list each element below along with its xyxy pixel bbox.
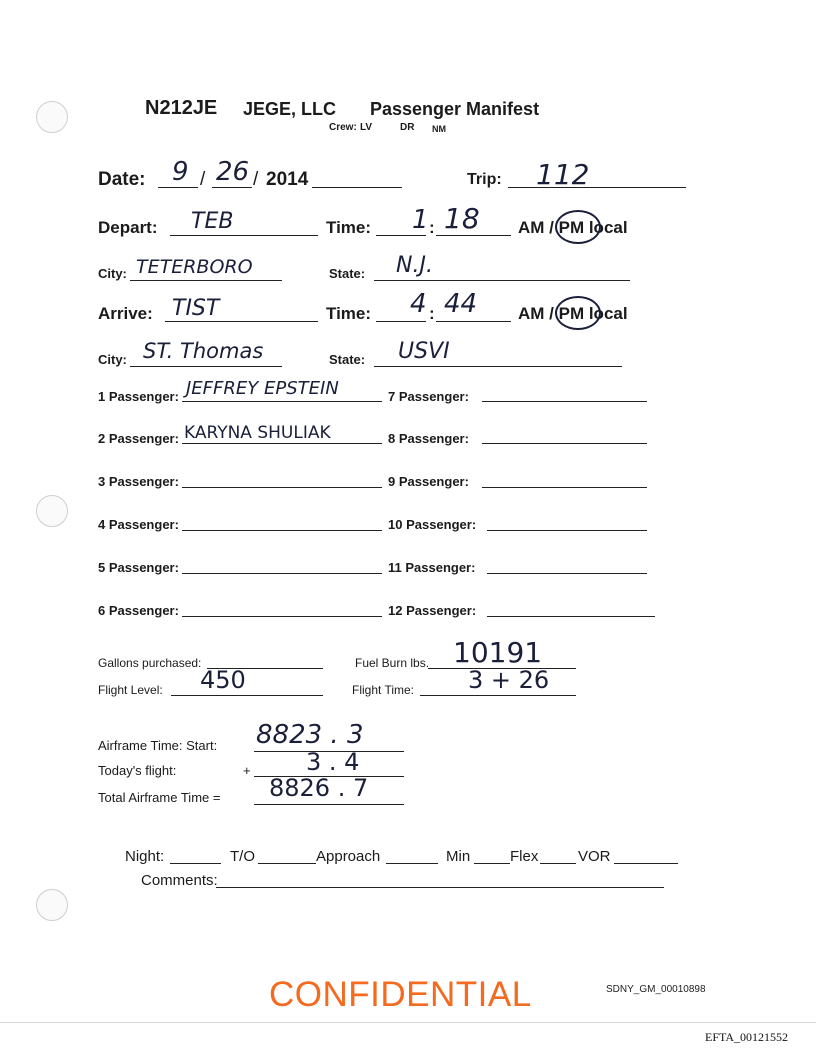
depart-ampm: AM / PM local	[518, 218, 628, 237]
comments-label: Comments:	[141, 872, 218, 889]
depart-city: TETERBORO	[136, 256, 253, 278]
depart-colon: :	[429, 218, 435, 237]
date-label: Date:	[98, 169, 146, 190]
min-label: Min	[446, 848, 471, 865]
fuel-burn-label: Fuel Burn lbs.	[355, 656, 430, 670]
trip-label: Trip:	[467, 171, 502, 188]
arrive-time-label: Time:	[326, 304, 372, 323]
depart-label: Depart:	[98, 218, 158, 237]
date-slash-1: /	[200, 169, 206, 190]
passenger-2-name: KARYNA SHULIAK	[184, 423, 331, 443]
passenger-7-label: 7 Passenger:	[388, 389, 469, 404]
arrive-pm-circle	[555, 296, 601, 330]
gallons-label: Gallons purchased:	[98, 656, 202, 670]
binder-hole-bottom	[36, 889, 68, 921]
flight-level-value: 450	[200, 666, 246, 694]
binder-hole-middle	[36, 495, 68, 527]
vor-label: VOR	[578, 848, 611, 865]
passenger-6-label: 6 Passenger:	[98, 603, 179, 618]
arrive-airport: TIST	[172, 296, 220, 321]
total-airframe-label: Total Airframe Time =	[98, 790, 221, 805]
company-name: JEGE, LLC	[243, 99, 337, 119]
night-label: Night:	[125, 848, 165, 865]
passenger-1-label: 1 Passenger:	[98, 389, 179, 404]
todays-flight-plus: +	[243, 763, 251, 778]
to-label: T/O	[230, 848, 255, 865]
bates-number: SDNY_GM_00010898	[606, 984, 706, 995]
approach-label: Approach	[316, 848, 381, 865]
passenger-8-label: 8 Passenger:	[388, 431, 469, 446]
airframe-start-label: Airframe Time: Start:	[98, 738, 218, 753]
arrive-hour: 4	[410, 289, 427, 319]
depart-hour: 1	[412, 205, 429, 235]
depart-airport: TEB	[191, 209, 234, 234]
passenger-5-label: 5 Passenger:	[98, 560, 179, 575]
flight-level-label: Flight Level:	[98, 683, 163, 697]
depart-city-label: City:	[98, 266, 127, 281]
flight-time-label: Flight Time:	[352, 683, 415, 697]
passenger-1-name: JEFFREY EPSTEIN	[186, 378, 339, 399]
airframe-start-value: 8823 . 3	[256, 720, 364, 750]
form-title: Passenger Manifest	[370, 99, 540, 119]
passenger-4-label: 4 Passenger:	[98, 517, 179, 532]
crew-nm: NM	[432, 124, 446, 134]
passenger-9-label: 9 Passenger:	[388, 474, 469, 489]
arrive-colon: :	[429, 304, 435, 323]
fuel-burn-value: 10191	[453, 636, 543, 669]
tail-number: N212JE	[145, 97, 218, 119]
date-slash-2: /	[253, 169, 259, 190]
arrive-label: Arrive:	[98, 304, 153, 323]
crew-dr: DR	[400, 122, 415, 133]
arrive-state-label: State:	[329, 352, 366, 367]
passenger-11-label: 11 Passenger:	[388, 560, 476, 575]
crew-lv: LV	[360, 122, 373, 133]
passenger-12-label: 12 Passenger:	[388, 603, 477, 618]
arrive-minute: 44	[444, 289, 478, 319]
flex-label: Flex	[510, 848, 539, 865]
depart-state: N.J.	[396, 253, 433, 278]
crew-label: Crew:	[329, 122, 357, 133]
todays-flight-value: 3 . 4	[306, 748, 360, 776]
passenger-3-label: 3 Passenger:	[98, 474, 179, 489]
arrive-ampm: AM / PM local	[518, 304, 628, 323]
date-month: 9	[172, 157, 189, 187]
depart-pm-circle	[555, 210, 601, 244]
arrive-state: USVI	[398, 339, 450, 364]
arrive-city-label: City:	[98, 352, 127, 367]
binder-hole-top	[36, 101, 68, 133]
trip-number: 112	[536, 158, 590, 191]
depart-minute: 18	[444, 202, 480, 235]
passenger-10-label: 10 Passenger:	[388, 517, 477, 532]
todays-flight-label: Today's flight:	[98, 763, 177, 778]
confidential-stamp: CONFIDENTIAL	[269, 975, 532, 1014]
flight-time-value: 3 + 26	[468, 666, 550, 694]
arrive-city: ST. Thomas	[143, 339, 264, 363]
total-airframe-value: 8826 . 7	[269, 774, 369, 802]
date-year: 2014	[266, 169, 309, 190]
date-day: 26	[216, 157, 250, 187]
depart-state-label: State:	[329, 266, 366, 281]
efta-number: EFTA_00121552	[705, 1030, 789, 1044]
passenger-2-label: 2 Passenger:	[98, 431, 179, 446]
depart-time-label: Time:	[326, 218, 372, 237]
